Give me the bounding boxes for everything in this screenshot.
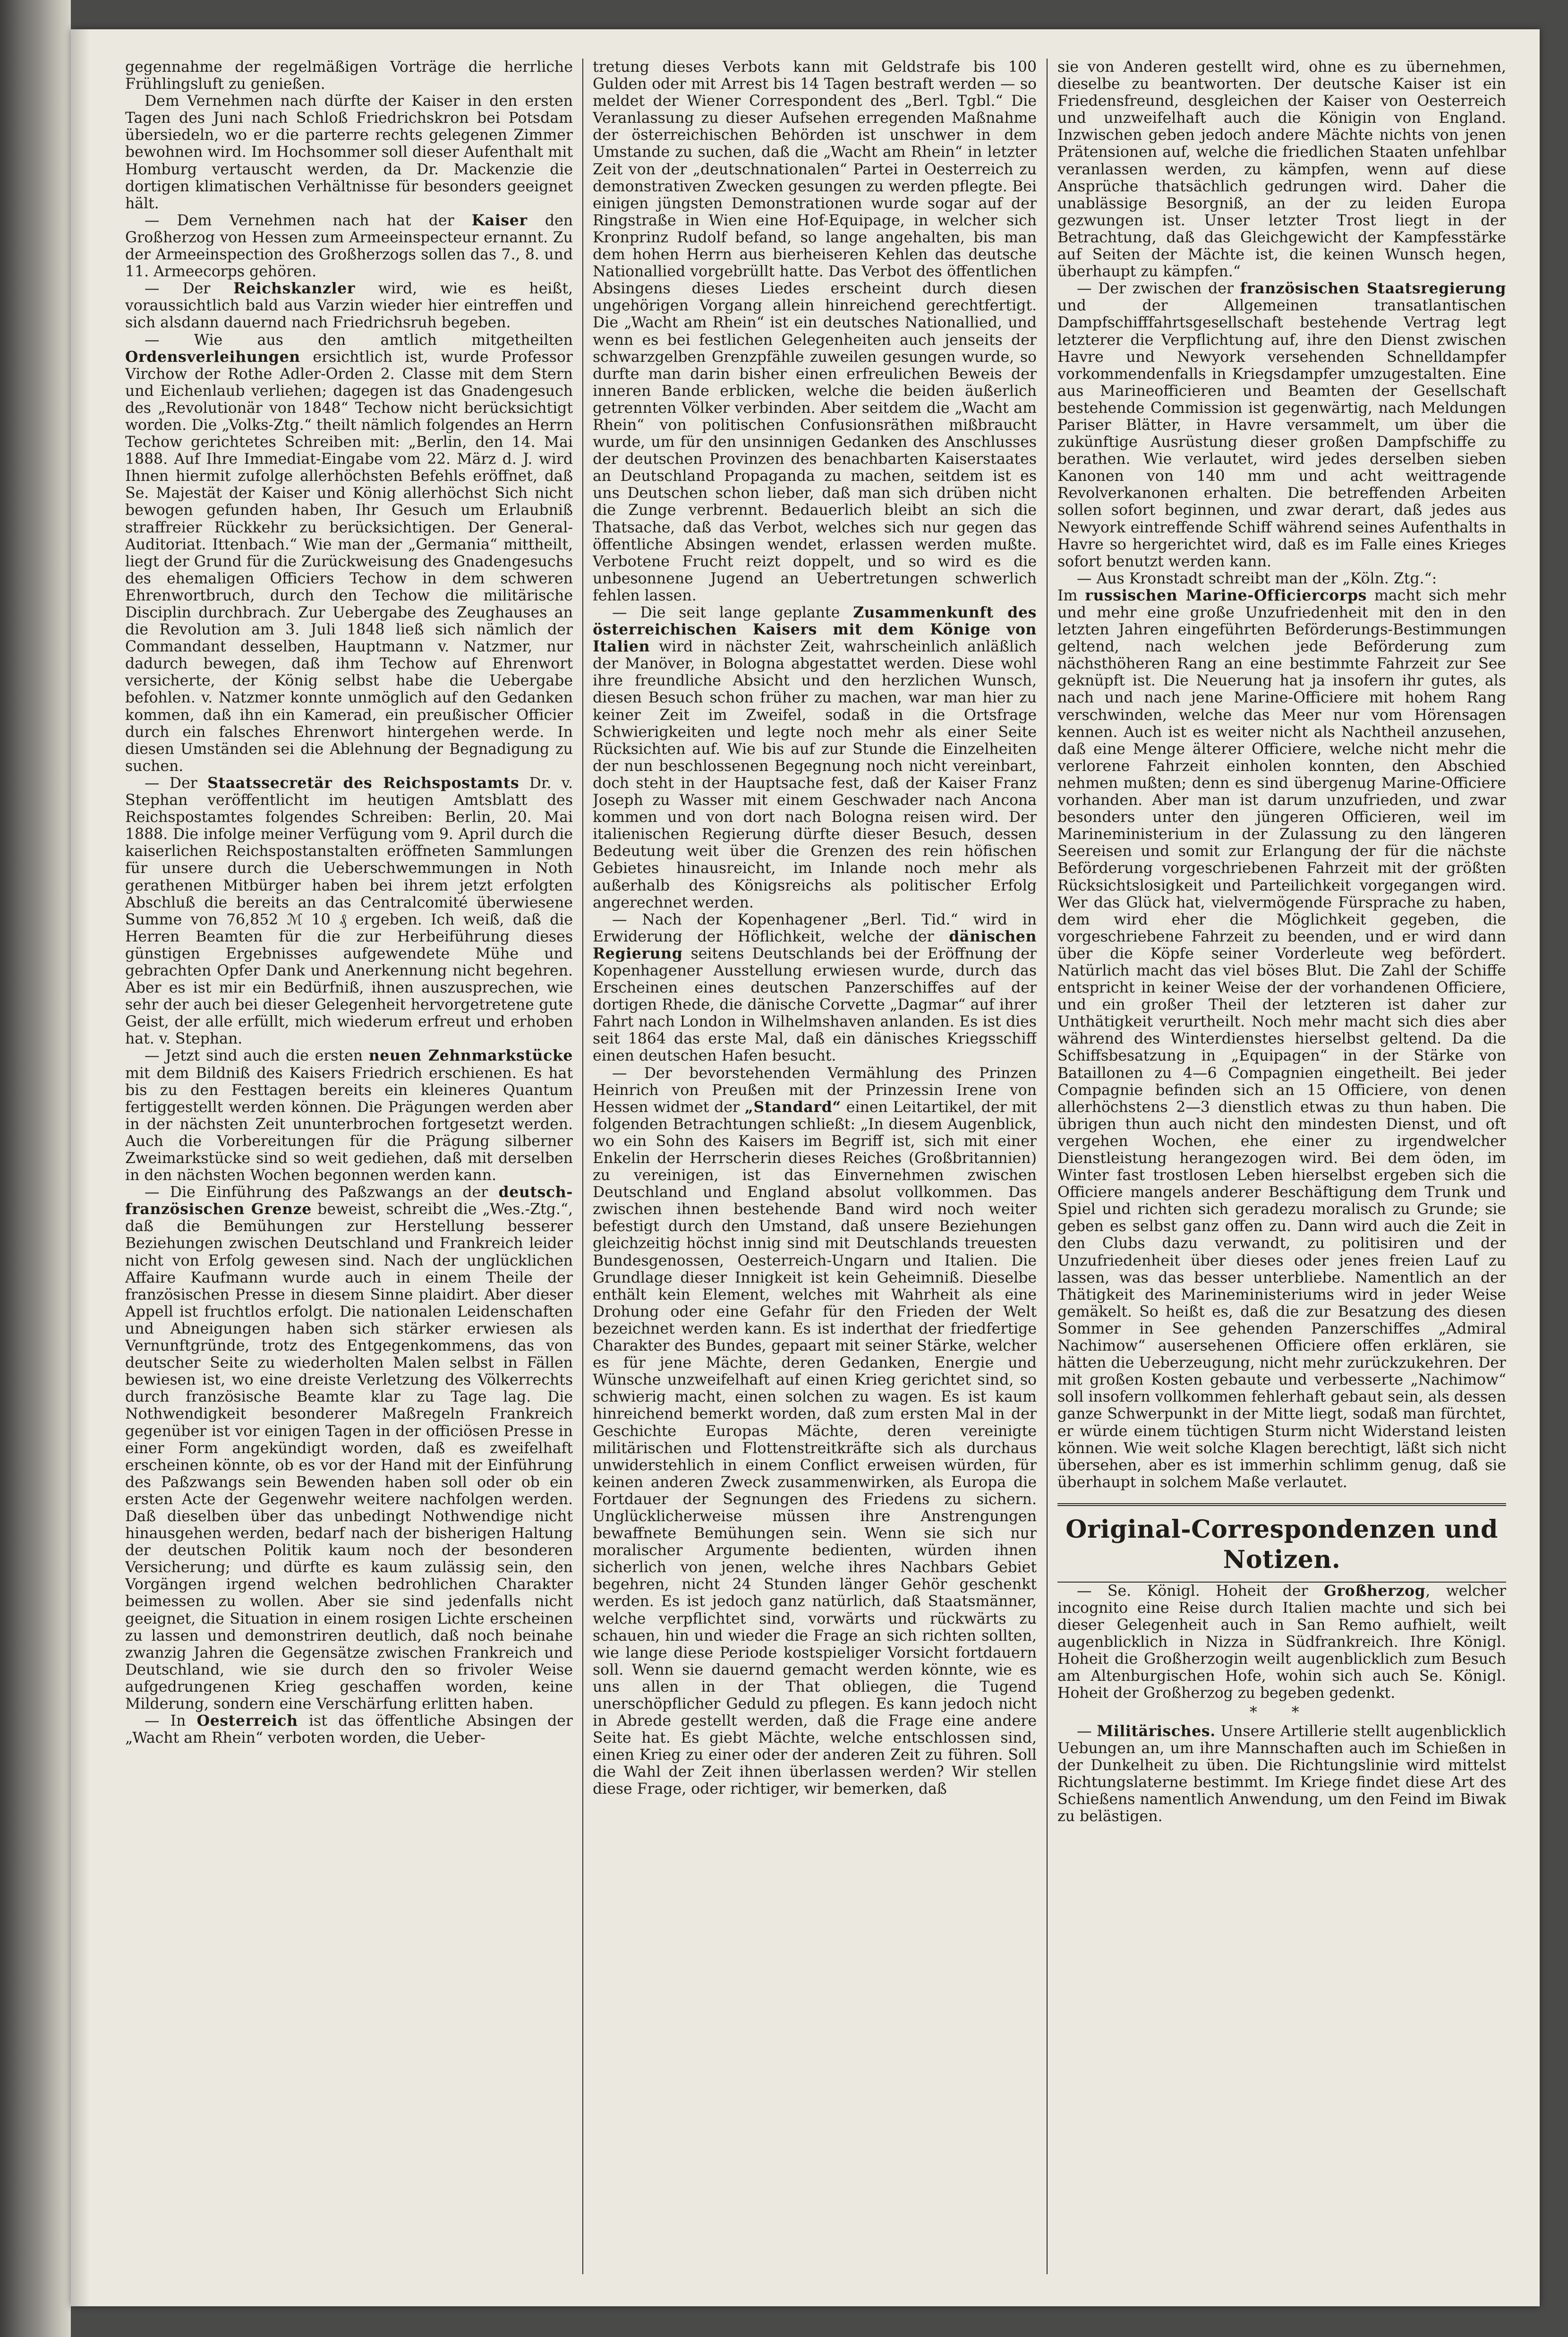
paragraph-text: einen Leitartikel, der mit folgenden Betrachtungen schließt: „In diesem Augenblick, wo ein Sohn des Kaisers im Begriff ist, sich mit einer Enkelin der Herrscherin dieses Reiches (Großbritannien) zu vereinigen, ist das Einvernehmen zwischen Deutschland und England absolut vollkommen. Das zwischen ihnen bestehende Band wird noch weiter befestigt durch den Umstand, daß unsere Beziehungen gleichzeitig höchst innig sind mit Deutschlands treuesten Bundesgenossen, Oesterreich-Ungarn und Italien. Die Grundlage dieser Innigkeit ist kein Geheimniß. Dieselbe enthält kein Element, welches mit Wahrheit als eine Drohung oder eine Gefahr für den Frieden der Welt bezeichnet werden kann. Es ist inderthat der friedfertige Charakter des Bundes, gepaart mit seiner Stärke, welcher es für jene Mächte, deren Gedanken, Energie und Wünsche unzweifelhaft auf einen Krieg gerichtet sind, so schwierig macht, einen solchen zu wagen. Es ist kaum hinreichend bemerkt worden, daß zum ersten Mal in der Geschichte Europas Mächte, deren vereinigte militärischen und Flottenstreitkräfte sich als durchaus unwiderstehlich in einem Conflict erweisen würden, für keinen anderen Zweck zusammenwirken, als Europa die Fortdauer der Segnungen des Friedens zu sichern. Unglücklicherweise müssen ihre Anstrengungen bewaffnete Bemühungen sein. Wenn sie sich nur moralischer Argumente bedienten, würden ihnen sicherlich von jenen, welche ihres Nachbars Gebiet begehren, nicht 24 Stunden länger Gehör geschenkt werden. Es ist jedoch ganz natürlich, daß Staatsmänner, welche verpflichtet sind, vorwärts und rückwärts zu schauen, hin und wieder die Frage an sich richten sollten, wie lange diese Periode kostspieliger Vorsicht fortdauern soll. Wenn sie dauernd gemacht werden könnte, wie es uns allen in der That obliegen, die Tugend unerschöpflicher Geduld zu pflegen. Es kann jedoch nicht in Abrede gestellt werden, daß die Frage eine andere Seite hat. Es giebt Mächte, welche entschlossen sind, einen Krieg zu einer oder der anderen Zeit zu führen. Soll die Wahl der Zeit ihnen überlassen werden? Wir stellen diese Frage, oder richtiger, wir bemerken, daß	[593, 1098, 1037, 1798]
column-rule	[1047, 59, 1048, 2274]
keyword-highlight: Oesterreich	[196, 1712, 298, 1730]
paragraph-text: — Der	[144, 774, 208, 792]
paragraph-text: beweist, schreibt die „Wes.-Ztg.“, daß die Bemühungen zur Herstellung besserer Beziehungen zwischen Deutschland und Frankreich leider nicht von Erfolg gewesen sind. Nach der unglücklichen Affaire Kaufmann wurde auch in einem Theile der französischen Presse in diesem Sinne plaidirt. Aber dieser Appell ist fruchtlos erfolgt. Die nationalen Leidenschaften und Abneigungen haben sich stärker erwiesen als Vernunftgründe, trotz des Entgegenkommens, das von deutscher Seite zu wiederholten Malen selbst in Fällen bewiesen ist, wo eine dreiste Verletzung des Völkerrechts durch französische Beamte klar zu Tage lag. Die Nothwendigkeit besonderer Maßregeln Frankreich gegenüber ist vor einigen Tagen in der officiösen Presse in einer Form angekündigt worden, daß es zweifelhaft erscheinen könnte, ob es vor der Hand mit der Einführung des Paßzwangs sein Bewenden haben soll oder ob ein ersten Acte der Gegenwehr weitere nachfolgen werden. Daß dieselben über das unbedingt Nothwendige nicht hinausgehen werden, bedarf nach der bisherigen Haltung der deutschen Politik kaum noch der besonderen Versicherung; und dürfte es kaum zulässig sein, den Vorgängen irgend welchen bedrohlichen Charakter beimessen zu wollen. Aber sie sind jedenfalls nicht geeignet, die Situation in einem rosigen Lichte erscheinen zu lassen und demonstriren deutlich, daß noch beinahe zwanzig Jahren die Gegensätze zwischen Frankreich und Deutschland, wie sie durch den so frivoler Weise aufgedrungenen Krieg geschaffen worden, keine Milderung, sondern eine Verschärfung erlitten haben.	[125, 1201, 573, 1712]
article-paragraph	[125, 212, 573, 280]
article-paragraph	[125, 775, 573, 1048]
article-paragraph	[593, 604, 1037, 911]
paragraph-text: — Die seit lange geplante	[612, 604, 853, 621]
paragraph-text: — Jetzt sind auch die ersten	[144, 1047, 369, 1065]
article-paragraph: — Aus Kronstadt schreibt man der „Köln. Ztg.“:	[1076, 570, 1437, 587]
keyword-highlight: Ordensverleihungen	[125, 348, 300, 366]
paragraph-text: — Nach der Kopenhagener „Berl. Tid.“ wird in Erwiderung der Höflichkeit, welche der	[593, 911, 1037, 945]
article-paragraph	[1057, 1723, 1506, 1825]
keyword-highlight: neuen Zehnmarkstücke	[368, 1047, 573, 1065]
article-paragraph	[125, 1184, 573, 1712]
keyword-highlight: Großherzog	[1324, 1582, 1426, 1600]
keyword-highlight: deutsch-französischen Grenze	[125, 1183, 573, 1218]
paragraph-text: — Se. Königl. Hoheit der	[1076, 1582, 1324, 1600]
keyword-highlight: Zusammenkunft des österreichischen Kaisers mit dem Könige von Italien	[593, 604, 1037, 656]
article-paragraph	[125, 1047, 573, 1184]
paragraph-text: macht sich mehr und mehr eine große Unzufriedenheit mit den in den letzten Jahren eingeführten Beförderungs-Bestimmungen geltend, nach welchen jede Beförderung zum nächsthöheren Rang an eine bestimmte Fahrzeit zur See geknüpft ist. Die Neuerung hat ja insofern ihr gutes, als nach und nach jene Marine-Officiere mit hohem Rang verschwinden, welche das Meer nur vom Hörensagen kennen. Auch ist es weiter nicht als Nachtheil anzusehen, daß eine Menge älterer Officiere, welche nicht mehr die verlorene Fahrzeit einholen konnten, den Abschied nehmen mußten; denn es sind übergenug Marine-Officiere vorhanden. Aber man ist darum unzufrieden, und zwar besonders unter den jüngeren Officieren, weil im Marineministerium in der Zulassung zu den längeren Seereisen und somit zur Erlangung der für die nächste Beförderung vorgeschriebenen Fahrzeit mit der größten Rücksichtslosigkeit und Parteilichkeit vorgegangen wird. Wer das Glück hat, vielvermögende Fürsprache zu haben, dem wird eher die Möglichkeit gegeben, die vorgeschriebene Fahrzeit zu beenden, und er wird dann über die Köpfe seiner Vorderleute weg befördert. Natürlich macht das viel böses Blut. Die Zahl der Schiffe entspricht in keiner Weise der der vorhandenen Officiere, und ein großer Theil der letzteren ist daher zur Unthätigkeit verurtheilt. Noch mehr macht sich dies aber während des Winterdienstes hierselbst geltend. Da die Schiffsbesatzung in „Equipagen“ in der Stärke von Bataillonen zu 4—6 Compagnien eingetheilt. Bei jeder Compagnie befinden sich an 15 Officiere, von denen allerhöchstens 2—3 dienstlich etwas zu thun haben. Die übrigen thun auch nicht den mindesten Dienst, und oft vergehen Wochen, ehe einer zu irgendwelcher Dienstleistung herangezogen wird. Bei dem öden, im Winter fast trostlosen Leben hierselbst ergeben sich die Officiere mangels anderer Beschäftigung dem Trunk und Spiel und richten sich geradezu moralisch zu Grunde; sie geben es selbst ganz offen zu. Dann wird auch die Zeit in den Clubs dazu verwandt, zu politisiren und der Unzufriedenheit über dieses oder jenes freien Lauf zu lassen, was das besser unterbliebe. Namentlich an der Thätigkeit des Marineministeriums wird in jeder Weise gemäkelt. So heißt es, daß die zur Besatzung des diesen Sommer in See gehenden Panzerschiffes „Admiral Nachimow“ ausersehenen Officiere offen erklären, sie hätten die Ueberzeugung, nicht mehr zurückzukehren. Der mit großen Kosten gebaute und verbesserte „Nachimow“ soll insofern vollkommen fehlerhaft gebaut sein, als dessen ganze Schwerpunkt in der Mitte liegt, sodaß man fürchtet, er würde einem tüchtigen Sturm nicht Widerstand leisten können. Wie weit solche Klagen berechtigt, läßt sich nicht übersehen, aber es ist immerhin schlimm genug, daß sie überhaupt in solchem Maße verlautet.	[1057, 587, 1506, 1491]
article-paragraph	[125, 280, 573, 331]
paragraph-text: — Die Einführung des Paßzwangs an der	[144, 1184, 499, 1201]
paragraph-text: ist das öffentliche Absingen der „Wacht am Rhein“ verboten worden, die Ueber-	[125, 1712, 573, 1747]
article-paragraph	[593, 1065, 1037, 1798]
paragraph-text: — In	[144, 1712, 197, 1730]
paragraph-text: — Der	[144, 280, 234, 298]
paragraph-text: Im	[1057, 587, 1085, 604]
keyword-highlight: Militärisches.	[1097, 1722, 1216, 1740]
article-paragraph	[1057, 280, 1506, 570]
keyword-highlight: dänischen Regierung	[593, 927, 1037, 962]
paragraph-text: wird, wie es heißt, voraussichtlich bald aus Varzin wieder hier eintreffen und sich alsdann dauernd nach Friedrichsruh begeben.	[125, 280, 573, 332]
article-paragraph: tretung dieses Verbots kann mit Geldstrafe bis 100 Gulden oder mit Arrest bis 14 Tagen bestraft werden — so meldet der Wiener Correspondent des „Berl. Tgbl.“ Die Veranlassung zu dieser Aufsehen erregenden Maßnahme der österreichischen Behörden ist unschwer in dem Umstande zu suchen, daß die „Wacht am Rhein“ in letzter Zeit von der „deutschnationalen“ Partei in Oesterreich zu demonstrativen Zwecken gesungen zu werden pflegte. Bei einigen jüngsten Demonstrationen wurde sogar auf der Ringstraße in Wien eine Hof-Equipage, in welcher sich Kronprinz Rudolf befand, so lange angehalten, bis man dem hohen Herrn aus bierheiseren Kehlen das deutsche Nationallied vorgebrüllt hatte. Das Verbot des öffentlichen Absingens dieses Liedes erscheint durch diesen ungehörigen Vorgang allein hinreichend gerechtfertigt. Die „Wacht am Rhein“ ist ein deutsches Nationallied, und wenn es bei festlichen Gelegenheiten auch jenseits der schwarzgelben Grenzpfähle zuweilen gesungen wurde, so durfte man darin bisher einen erfreulichen Beweis der inneren Bande erblicken, welche die beiden äußerlich getrennten Völker verbinden. Aber seitdem die „Wacht am Rhein“ von politischen Confusionsräthen mißbraucht wurde, um für den unsinnigen Gedanken des Anschlusses der deutschen Provinzen des benachbarten Kaiserstaates an Deutschland Propaganda zu machen, seitdem ist es uns Deutschen schon lieber, daß man sich drüben nicht die Zunge verbrennt. Bedauerlich bleibt an sich die Thatsache, daß das Verbot, welches sich nur gegen das öffentliche Absingen wendet, erlassen werden mußte. Verbotene Frucht reizt doppelt, und so wird es die unbesonnene Jugend an Uebertretungen schwerlich fehlen lassen.	[593, 59, 1037, 604]
keyword-highlight: französischen Staatsregierung	[1240, 280, 1506, 298]
article-paragraph: gegennahme der regelmäßigen Vorträge die herrliche Frühlingsluft zu genießen.	[125, 59, 573, 93]
section-separator: * *	[1249, 1704, 1314, 1721]
article-paragraph	[1057, 1583, 1506, 1702]
paragraph-text: — Der zwischen der	[1076, 280, 1240, 298]
paragraph-text: Dr. v. Stephan veröffentlicht im heutigen Amtsblatt des Reichspostamtes folgendes Schreiben: Berlin, 20. Mai 1888. Die infolge meiner Verfügung vom 9. April durch die kaiserlichen Reichspostanstalten eröffneten Sammlungen für unsere durch die Ueberschwemmungen in Noth gerathenen Mitbürger haben bei ihrem jetzt erfolgten Abschluß die bereits an das Centralcomité überwiesene Summe von 76,852 ℳ 10 ₰ ergeben. Ich weiß, daß die Herren Beamten für die zur Herbeiführung dieses günstigen Ergebnisses aufgewendete Mühe und gebrachten Opfer Dank und Anerkennung nicht begehren. Aber es ist mir ein Bedürfniß, ihnen auszusprechen, wie sehr der auch bei dieser Gelegenheit hervorgetretene gute Geist, der alle erfüllt, mich wiederum erfreut und erhoben hat. v. Stephan.	[125, 774, 573, 1048]
paragraph-text: wird in nächster Zeit, wahrscheinlich anläßlich der Manöver, in Bologna abgestattet werden. Diese wohl ihre freundliche Absicht und den herzlichen Wunsch, diesen Besuch schon früher zu machen, war man hier zu keiner Zeit im Zweifel, sodaß in die Ortsfrage Schwierigkeiten und legte noch mehr als einer Seite Rücksichten auf. Wie bis auf zur Stunde die Einzelheiten der nun beschlossenen Begegnung noch nicht vereinbart, doch steht in der Hauptsache fest, daß der Kaiser Franz Joseph zu Wasser mit einem Geschwader nach Ancona kommen und von dort nach Bologna reisen wird. Der italienischen Regierung dürfte dieser Besuch, dessen Bedeutung weit über die Grenzen des rein höfischen Gebietes hinausreicht, im Inlande noch mehr als außerhalb des Königsreichs als politischer Erfolg angerechnet werden.	[593, 638, 1037, 911]
paragraph-text: — Der bevorstehenden Vermählung des Prinzen Heinrich von Preußen mit der Prinzessin Irene von Hessen widmet der	[593, 1064, 1037, 1116]
paragraph-text: mit dem Bildniß des Kaisers Friedrich erschienen. Es hat bis zu den Festtagen bereits ein kleineres Quantum fertiggestellt werden können. Die Prägungen werden aber in der nächsten Zeit ununterbrochen fortgesetzt werden. Auch die Vorbereitungen für die Prägung silberner Zweimarkstücke sind so weit gediehen, daß mit derselben in den nächsten Wochen begonnen werden kann.	[125, 1064, 573, 1184]
paragraph-text: seitens Deutschlands bei der Eröffnung der Kopenhagener Ausstellung erwiesen wurde, durch das Erscheinen eines deutschen Panzerschiffes auf der dortigen Rhede, die dänische Corvette „Dagmar“ auf ihrer Fahrt nach London in Wilhelmshaven anlanden. Es ist dies seit 1864 das erste Mal, daß ein dänisches Kriegsschiff einen deutschen Hafen besucht.	[593, 945, 1037, 1065]
column-rule	[582, 59, 583, 2274]
column-middle	[593, 59, 1037, 2288]
article-paragraph	[1057, 587, 1506, 1491]
paragraph-text: , welcher incognito eine Reise durch Italien machte und sich bei dieser Gelegenheit auch in San Remo aufhielt, weilt augenblicklich in Nizza in Südfrankreich. Ihre Königl. Hoheit die Großherzogin weilt augenblicklich zum Besuch am Altenburgischen Hofe, wohin sich auch Se. Königl. Hoheit der Großherzog zu begeben gedenkt.	[1057, 1582, 1506, 1702]
column-right	[1057, 59, 1506, 2288]
article-paragraph	[125, 332, 573, 775]
column-left	[125, 59, 573, 2288]
keyword-highlight: „Standard“	[744, 1098, 841, 1116]
paragraph-text: — Wie aus den amtlich mitgetheilten	[144, 331, 573, 349]
paragraph-text: und der Allgemeinen transatlantischen Dampfschifffahrtsgesellschaft bestehende Vertrag legt letzterer die Verpflichtung auf, ihre den Dienst zwischen Havre und Newyork versehenden Schnelldampfer vorkommendenfalls in Kriegsdampfer umzugestalten. Eine aus Marineofficieren und Beamten der Gesellschaft bestehende Commission ist gegenwärtig, nach Meldungen Pariser Blätter, in Havre versammelt, um über die zukünftige Ausrüstung dieser großen Dampfschiffe zu berathen. Wie verlautet, wird jedes derselben sieben Kanonen von 140 mm und acht weittragende Revolverkanonen erhalten. Die betreffenden Arbeiten sollen sofort beginnen, und zwar derart, daß jedes aus Newyork eintreffende Schiff während seines Aufenthalts in Havre so hergerichtet wird, daß es im Falle eines Krieges sofort benutzt werden kann.	[1057, 297, 1506, 570]
newspaper-page	[71, 29, 1540, 2306]
keyword-highlight: russischen Marine-Officiercorps	[1085, 586, 1367, 604]
keyword-highlight: Kaiser	[471, 211, 528, 229]
paragraph-text: ersichtlich ist, wurde Professor Virchow der Rothe Adler-Orden 2. Classe mit dem Stern und Eichenlaub verliehen; dagegen ist das Gnadengesuch des „Revolutionär von 1848“ Techow nicht berücksichtigt worden. Die „Volks-Ztg.“ theilt nämlich folgendes an Herrn Techow gerichtetes Schreiben mit: „Berlin, den 14. Mai 1888. Auf Ihre Immediat-Eingabe vom 22. März d. J. wird Ihnen hiermit zufolge allerhöchsten Befehls eröffnet, daß Se. Majestät der Kaiser und König allerhöchst Sich nicht bewogen gefunden haben, Ihr Gesuch um Erlaubniß straffreier Rückkehr zu berücksichtigen. Der General-Auditoriat. Ittenbach.“ Wie man der „Germania“ mittheilt, liegt der Grund für die Zurückweisung des Gnadengesuchs des ehemaligen Officiers Techow in dem schweren Ehrenwortbruch, durch den Techow die militärische Disciplin durchbrach. Zur Uebergabe des Zeughauses an die Revolution am 3. Juli 1848 ließ sich nämlich der Commandant desselben, Hauptmann v. Natzmer, nur dadurch bewegen, daß ihm Techow auf Ehrenwort versicherte, der König selbst habe die Uebergabe befohlen. v. Natzmer konnte unmöglich auf den Gedanken kommen, daß ihn ein Kamerad, ein preußischer Officier durch ein falsches Ehrenwort hintergehen werde. In diesen Umständen sei die Ablehnung der Begnadigung zu suchen.	[125, 348, 573, 775]
paragraph-text: Unsere Artillerie stellt augenblicklich Uebungen an, um ihre Mannschaften auch im Schießen in der Dunkelheit zu üben. Die Richtungslinie wird mittelst Richtungslaterne bestimmt. Im Kriege findet diese Art des Schießens namentlich Anwendung, um den Feind im Biwak zu belästigen.	[1057, 1722, 1506, 1825]
article-paragraph	[125, 1712, 573, 1746]
scan-margin	[0, 0, 71, 2337]
paragraph-text: den Großherzog von Hessen zum Armeeinspecteur ernannt. Zu der Armeeinspection des Großherzogs sollen das 7., 8. und 11. Armeecorps gehören.	[125, 212, 573, 281]
article-paragraph: Dem Vernehmen nach dürfte der Kaiser in den ersten Tagen des Juni nach Schloß Friedrichskron bei Potsdam übersiedeln, wo er die parterre rechts gelegenen Zimmer bewohnen wird. Im Hochsommer soll dieser Aufenthalt mit Homburg vertauscht werden, da Dr. Mackenzie die dortigen klimatischen Verhältnisse für besonders geeignet hält.	[125, 93, 573, 212]
article-paragraph	[593, 911, 1037, 1065]
section-title: Original-Correspondenzen und Notizen.	[1065, 1515, 1498, 1574]
keyword-highlight: Staatssecretär des Reichspostamts	[207, 774, 520, 792]
article-paragraph: sie von Anderen gestellt wird, ohne es zu übernehmen, dieselbe zu beantworten. Der deutsche Kaiser ist ein Friedensfreund, desgleichen der Kaiser von Oesterreich und unzweifelhaft auch die Königin von England. Inzwischen geben jedoch andere Mächte nichts von jenen Prätensionen auf, welche die friedlichen Staaten unfehlbar veranlassen werden, zu kämpfen, wenn auf diese Ansprüche thatsächlich gedrungen wird. Daher die unablässige Besorgniß, an der zu leiden Europa gezwungen ist. Unser letzter Trost liegt in der Betrachtung, daß das Gleichgewicht der Kampfesstärke auf Seiten der Mächte ist, die keinen Wunsch hegen, überhaupt zu kämpfen.“	[1057, 59, 1506, 281]
section-divider	[1057, 1503, 1506, 1506]
keyword-highlight: Reichskanzler	[233, 280, 355, 298]
paragraph-text: —	[1076, 1722, 1097, 1740]
paragraph-text: — Dem Vernehmen nach hat der	[144, 212, 472, 229]
